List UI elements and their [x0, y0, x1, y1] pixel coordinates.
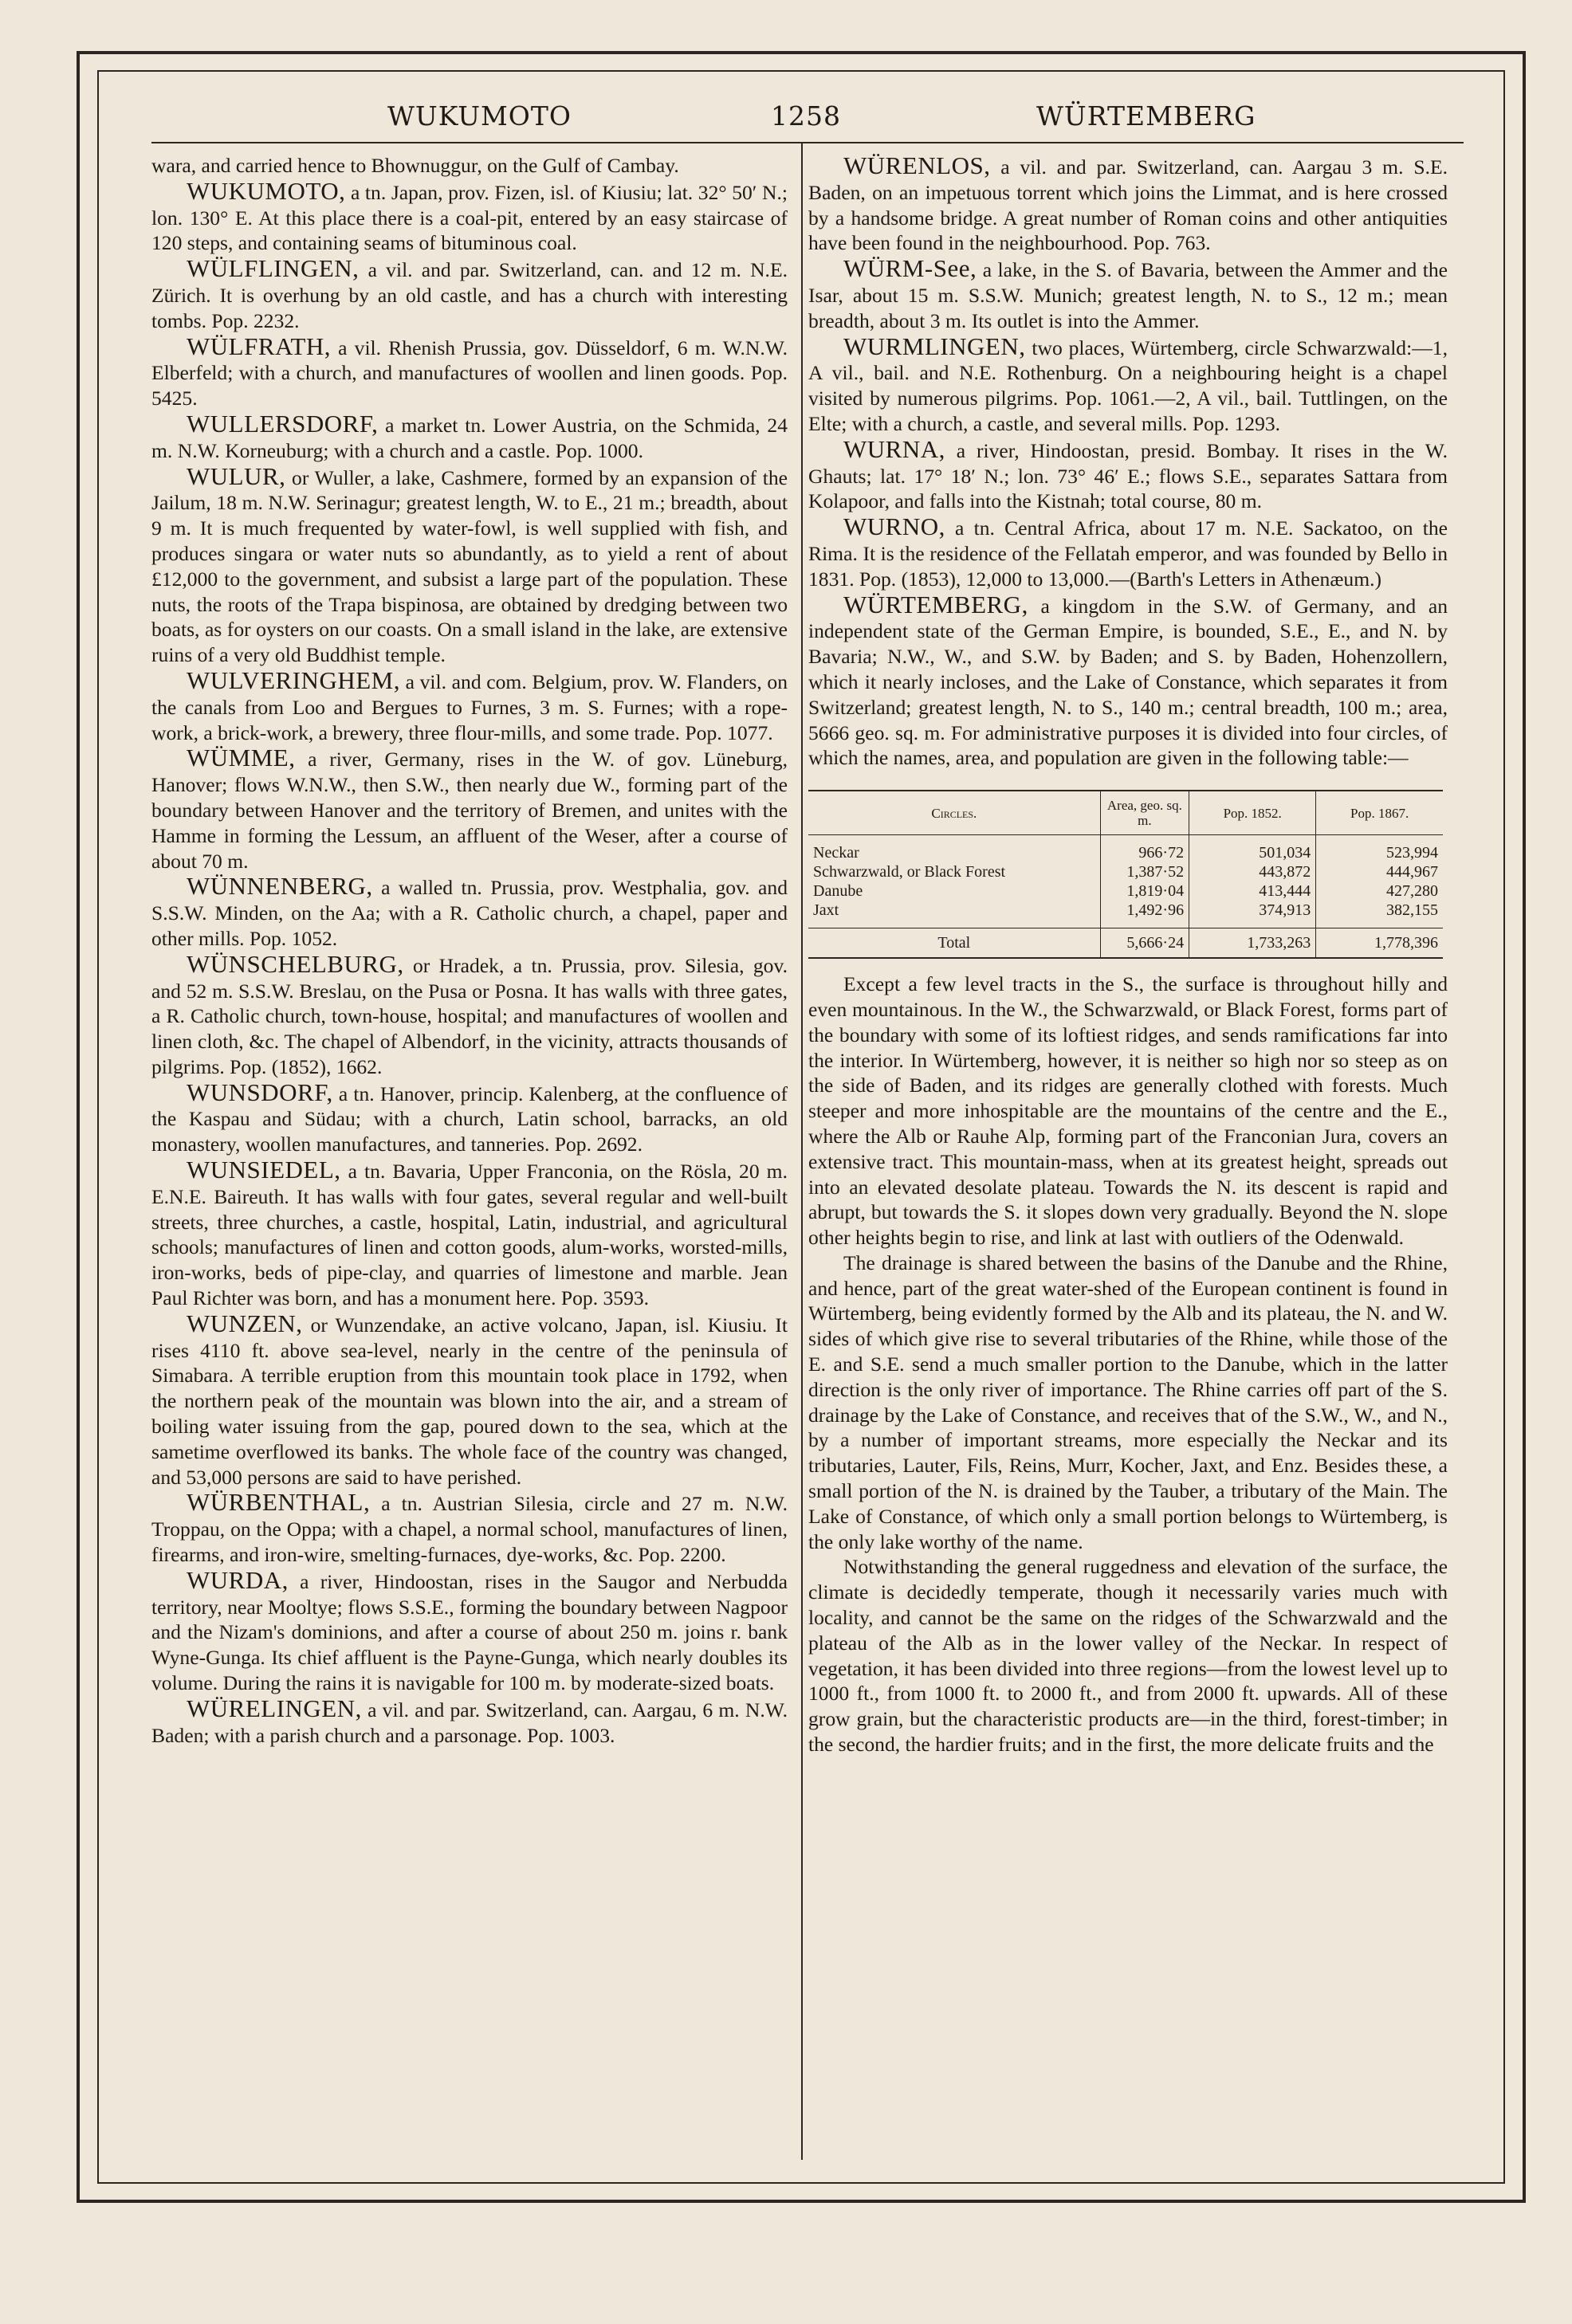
entry-text: a tn. Hanover, princip. Kalenberg, at the confluence of the Kaspau and Südau; with a church, Latin school, barracks, an old monastery, woollen manufactures, and tanneries. Pop. 2692. [151, 1082, 788, 1156]
entry-text: a tn. Austrian Silesia, circle and 27 m. N.W. Troppau, on the Oppa; with a chapel, a normal school, manufactures of linen, firearms, and iron-wire, smelting-furnaces, dye-works, &c. Pop. 2200. [151, 1492, 788, 1567]
entry [151, 949, 788, 1080]
circle-pop-1867: 427,280 [1386, 882, 1438, 901]
entry [808, 434, 1448, 514]
paragraph: Notwithstanding the general ruggedness and elevation of the surface, the climate is decidedly temperate, though it necessarily varies much with locality, and cannot be the same on the ridges of the Schwarzwald and the plateau of the Alb as in the lower valley of the Neckar. In respect of vegetation, it has been divided into three regions—from the lowest level up to 1000 ft., from 1000 ft. to 2000 ft., and from 2000 ft. upwards. All of these grow grain, but the characteristic products are—in the third, forest-timber; in the second, the hardier fruits; and in the first, the more delicate fruits and the [808, 1555, 1448, 1757]
total-pop-1867: 1,778,396 [1316, 928, 1443, 959]
entry-headword: WÜNSCHELBURG, [187, 949, 404, 978]
outer-border-right [1523, 51, 1526, 2203]
entry-headword: WÜRELINGEN, [187, 1694, 362, 1722]
inner-border-right [1503, 70, 1505, 2184]
table-header-circles: Circles. [808, 791, 1100, 835]
entry-text: or Wuller, a lake, Cashmere, formed by an expansion of the Jailum, 18 m. N.W. Serinagur; greatest length, W. to E., 21 m.; breadth, about 9 m. It is much frequented by water-fowl, is well supplied with fish, and produces singara or water nuts so abundantly, as to yield a rent of about £12,000 to the government, and subsist a large part of the population. These nuts, the roots of the Trapa bispinosa, are obtained by dredging between two boats, as for oysters on our coasts. On a small island in the lake, are extensive ruins of a very old Buddhist temple. [151, 465, 788, 667]
circle-pop-1867: 523,994 [1386, 844, 1438, 862]
circle-name: Danube [813, 882, 863, 901]
circles-table [808, 790, 1443, 959]
entry-headword: WULVERINGHEM, [187, 665, 400, 694]
circle-name: Jaxt [813, 901, 839, 920]
running-head-left: WUKUMOTO [387, 100, 572, 132]
entry [151, 1311, 788, 1490]
circle-area: 966·72 [1138, 844, 1185, 862]
circle-pop-1852: 443,872 [1259, 863, 1311, 881]
entry-text: a vil. and par. Switzerland, can. and 12 m. N.E. Zürich. It is overhung by an old castle, and has a church with interesting tombs. Pop. 2232. [151, 258, 788, 332]
paragraph: The drainage is shared between the basins of the Danube and the Rhine, and hence, part of the great water-shed of the European continent is found in Würtemberg, being evidently formed by the Alb and its plateau, the N. and W. sides of which give rise to several tributaries of the Rhine, while those of the E. and S.E. send a much smaller portion to the Danube, which in the latter direction is the only river of importance. The Rhine carries off part of the S. drainage by the Lake of Constance, and receives that of the S.W., W., and N., by a number of important streams, more especially the Neckar and its tributaries, Lauter, Fils, Reins, Murr, Kocher, Jaxt, and Enz. Besides these, a small portion of the N. is drained by the Tauber, a tributary of the Main. The Lake of Constance, of which only a small portion belongs to Würtemberg, is the only lake worthy of the name. [808, 1250, 1448, 1553]
entry-headword: WUKUMOTO, [187, 176, 346, 205]
entry-headword: WÜRBENTHAL, [187, 1488, 371, 1517]
entry [151, 1490, 788, 1567]
entry [151, 1080, 788, 1157]
entry-headword: WÜLFLINGEN, [187, 254, 360, 283]
entry-headword: WÜMME, [187, 744, 296, 772]
entry-text: or Hradek, a tn. Prussia, prov. Silesia, gov. and 52 m. S.S.W. Breslau, on the Pusa or Posna. It has walls with three gates, a R. Catholic church, town-house, hospital; and manufactures of woollen and linen cloth, &c. The chapel of Albendorf, in the vicinity, attracts thousands of pilgrims. Pop. (1852), 1662. [151, 953, 788, 1078]
entry-headword: WULLERSDORF, [187, 409, 379, 438]
circle-area: 1,387·52 [1126, 863, 1185, 881]
column-divider [801, 143, 803, 2160]
entry [151, 176, 788, 256]
entry-text: a river, Germany, rises in the W. of gov. Lüneburg, Hanover; flows W.N.W., then S.W., then nearly due W., forming part of the boundary between Hanover and the territory of Bremen, and unites with the Hamme in forming the Lessum, an affluent of the Weser, after a course of about 70 m. [151, 748, 788, 873]
circle-area: 1,492·96 [1126, 901, 1185, 920]
entry-headword: WURDA, [187, 1565, 289, 1594]
outer-border-bottom [77, 2200, 1526, 2203]
entry [808, 592, 1448, 771]
table-header-pop-1867: Pop. 1867. [1316, 791, 1443, 835]
entry-headword: WULUR, [187, 461, 286, 490]
entry-text: two places, Würtemberg, circle Schwarzwald:—1, A vil., bail. and N.E. Rothenburg. On a neighbouring height is a chapel visited by numerous pilgrims. Pop. 1061.—2, A vil., bail. Tuttlingen, on the Elte; with a church, a castle, and several mills. Pop. 1293. [808, 336, 1448, 435]
entry-text: a river, Hindoostan, presid. Bombay. It rises in the W. Ghauts; lat. 17° 18′ N.; lon. 73° 46′ E.; flows S.E., separates Sattara from Kolapoor, and falls into the Kistnah; total course, 80 m. [808, 438, 1448, 513]
entry-headword: WUNSDORF, [187, 1078, 333, 1106]
table-header-row [808, 791, 1443, 835]
entry [151, 411, 788, 464]
entry-headword: WURNA, [843, 434, 945, 463]
paragraph: Except a few level tracts in the S., the surface is throughout hilly and even mountainous. In the W., the Schwarzwald, or Black Forest, forms part of the boundary with some of its loftiest ridges, and sends ramifications far into the interior. In Würtemberg, however, it is neither so high nor so steep as on the side of Baden, and its ridges are generally clothed with forests. Much steeper and more inhospitable are the mountains of the centre and the E., where the Alb or Rauhe Alp, forming part of the Franconian Jura, covers an extensive tract. This mountain-mass, when at its greatest height, spreads out into an elevated desolate plateau. Towards the N. its descent is rapid and abrupt, but towards the S. it slopes down very gradually. Beyond the N. slope other heights begin to rise, and link at last with outliers of the Odenwald. [808, 972, 1448, 1250]
inner-border-top [97, 70, 1505, 72]
circle-pop-1852: 413,444 [1259, 882, 1311, 901]
entry-headword: WUNSIEDEL, [187, 1156, 341, 1184]
entry-text: a tn. Japan, prov. Fizen, isl. of Kiusiu; lat. 32° 50′ N.; lon. 130° E. At this place there is a coal-pit, entered by an easy staircase of 120 steps, and containing seams of bituminous coal. [151, 180, 788, 255]
right-column [808, 153, 1448, 1757]
table-header-pop-1852: Pop. 1852. [1189, 791, 1316, 835]
outer-border-left [77, 51, 80, 2203]
entry-text: a lake, in the S. of Bavaria, between the Ammer and the Isar, about 15 m. S.S.W. Munich; greatest length, N. to S., 12 m.; mean breadth, about 3 m. Its outlet is into the Ammer. [808, 258, 1448, 332]
entry-headword: WÜRM-See, [843, 254, 977, 283]
entry [151, 873, 788, 951]
inner-border-bottom [97, 2182, 1505, 2184]
entry [151, 1565, 788, 1696]
left-column [151, 153, 788, 1748]
running-head-right: WÜRTEMBERG [1036, 100, 1256, 132]
circle-pop-1852: 501,034 [1259, 844, 1311, 862]
circle-name: Schwarzwald, or Black Forest [813, 863, 1006, 881]
entry-headword: WÜRTEMBERG, [843, 590, 1028, 618]
entry-headword: WURNO, [843, 512, 945, 541]
entry-text: a walled tn. Prussia, prov. Westphalia, gov. and S.S.W. Minden, on the Aa; with a R. Catholic church, a chapel, paper and other mills. Pop. 1052. [151, 876, 788, 950]
page-number: 1258 [771, 100, 841, 132]
entry-text: wara, and carried hence to Bhownuggur, on the Gulf of Cambay. [151, 154, 679, 177]
total-label: Total [808, 928, 1100, 959]
entry [808, 153, 1448, 256]
table-header-area: Area, geo. sq. m. [1100, 791, 1189, 835]
inner-border-left [97, 70, 99, 2184]
circle-name: Neckar [813, 844, 859, 862]
table-total-row [808, 928, 1443, 959]
entry [808, 514, 1448, 591]
entry-headword: WÜNNENBERG, [187, 872, 373, 901]
entry [151, 461, 788, 668]
header-rule [151, 142, 1464, 143]
entry [151, 665, 788, 745]
outer-border-top [77, 51, 1526, 54]
circle-pop-1867: 382,155 [1386, 901, 1438, 920]
circle-pop-1867: 444,967 [1386, 863, 1438, 881]
entry-headword: WÜRENLOS, [843, 151, 991, 179]
table-body [808, 835, 1443, 928]
total-pop-1852: 1,733,263 [1189, 928, 1316, 959]
entry [808, 256, 1448, 333]
entry-text: a vil. Rhenish Prussia, gov. Düsseldorf, 6 m. W.N.W. Elberfeld; with a church, and manufactures of woollen and linen goods. Pop. 5425. [151, 336, 788, 410]
entry-text: a kingdom in the S.W. of Germany, and an independent state of the German Empire, is bounded, S.E., E., and N. by Bavaria; N.W., W., and S.W. by Baden; and S. by Baden, Hohenzollern, which it nearly incloses, and the Lake of Constance, which separates it from Switzerland; greatest length, N. to S., 140 m.; central breadth, 100 m.; area, 5666 geo. sq. m. For administrative purposes it is divided into four circles, of which the names, area, and population are given in the following table:— [808, 594, 1448, 770]
entry-text: a river, Hindoostan, rises in the Saugor and Nerbudda territory, near Mooltye; flows S.S.E., forming the boundary between Nagpoor and the Nizam's dominions, and after a course of about 250 m. joins r. bank Wyne-Gunga. Its chief affluent is the Payne-Gunga, which nearly doubles its volume. During the rains it is navigable for 100 m. by moderate-sized boats. [151, 1569, 788, 1695]
entry-text: a vil. and par. Switzerland, can. Aargau 3 m. S.E. Baden, on an impetuous torrent which joins the Limmat, and is here crossed by a handsome bridge. A great number of Roman coins and other antiquities have been found in the neighbourhood. Pop. 763. [808, 155, 1448, 255]
entry-headword: WÜLFRATH, [187, 332, 332, 360]
entry-text: a tn. Bavaria, Upper Franconia, on the Rösla, 20 m. E.N.E. Baireuth. It has walls with four gates, several regular and well-built streets, three churches, a castle, hospital, Latin, industrial, and agricultural schools; manufactures of linen and cotton goods, alum-works, worsted-mills, iron-works, beds of pipe-clay, and quarries of limestone and marble. Jean Paul Richter was born, and has a monument here. Pop. 3593. [151, 1160, 788, 1310]
entry-text: a vil. and par. Switzerland, can. Aargau, 6 m. N.W. Baden; with a parish church and a parsonage. Pop. 1003. [151, 1698, 788, 1747]
entry [151, 1157, 788, 1311]
entry [151, 256, 788, 333]
entry-text: a tn. Central Africa, about 17 m. N.E. Sackatoo, on the Rima. It is the residence of the Fellatah emperor, and was founded by Bello in 1831. Pop. (1853), 12,000 to 13,000.—(Barth's Letters in Athenæum.) [808, 516, 1448, 591]
entry [151, 1696, 788, 1749]
total-area: 5,666·24 [1100, 928, 1189, 959]
entry [808, 334, 1448, 437]
entry-headword: WUNZEN, [187, 1309, 303, 1337]
circle-pop-1852: 374,913 [1259, 901, 1311, 920]
entry-text: a market tn. Lower Austria, on the Schmida, 24 m. N.W. Korneuburg; with a church and a castle. Pop. 1000. [151, 413, 788, 462]
circle-area: 1,819·04 [1126, 882, 1185, 901]
entry [151, 334, 788, 411]
entry-text: or Wunzendake, an active volcano, Japan, isl. Kiusiu. It rises 4110 ft. above sea-level, nearly in the centre of the peninsula of Simabara. A terrible eruption from this mountain took place in 1792, when the northern peak of the mountain was blown into the air, and a stream of boiling water issuing from the gap, poured down to the sea, which at the sametime overflowed its banks. The whole face of the country was changed, and 53,000 persons are said to have perished. [151, 1313, 788, 1489]
entry-headword: WURMLINGEN, [843, 332, 1026, 360]
entry [151, 153, 788, 179]
entry [151, 745, 788, 873]
entry-text: a vil. and com. Belgium, prov. W. Flanders, on the canals from Loo and Bergues to Furnes, 3 m. S. Furnes; with a rope-work, a brick-work, a brewery, three flour-mills, and some trade. Pop. 1077. [151, 669, 788, 744]
